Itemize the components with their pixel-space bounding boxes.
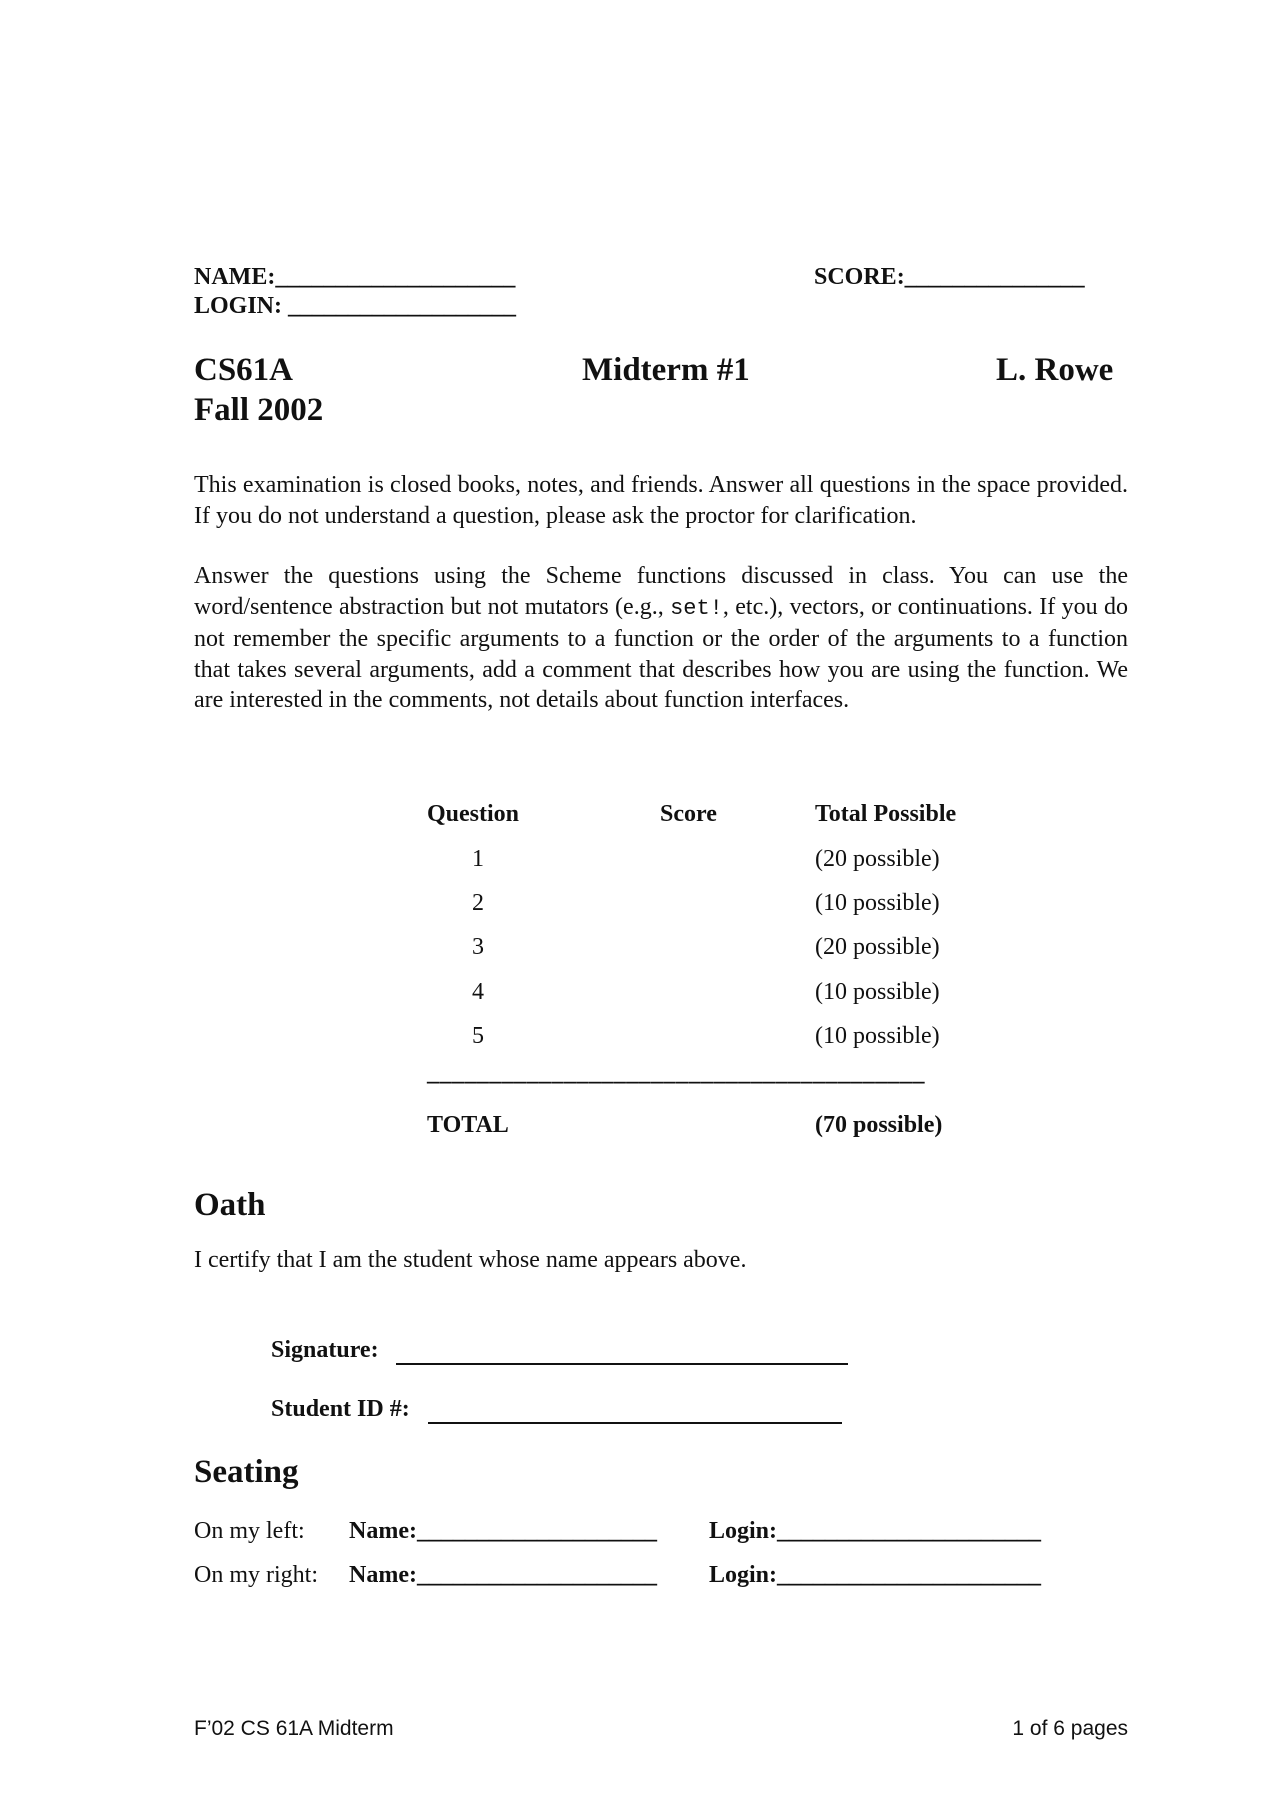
table-row-possible: (10 possible) — [815, 979, 940, 1005]
signature-line[interactable] — [396, 1363, 848, 1365]
instructions-paragraph-1: This examination is closed books, notes, and friends. Answer all questions in the space provided. If you do not understand a question, please ask the proctor for clarification. — [194, 472, 1128, 529]
table-header-question: Question — [427, 801, 520, 827]
table-header-total: Total Possible — [815, 801, 957, 827]
term-title: Fall 2002 — [194, 392, 324, 428]
student-id-label: Student ID #: — [271, 1396, 410, 1422]
login-field-label[interactable]: LOGIN: ___________________ — [194, 293, 517, 319]
total-label: TOTAL — [427, 1112, 509, 1138]
oath-heading: Oath — [194, 1187, 266, 1223]
table-divider: ________________________________________ — [427, 1060, 925, 1086]
footer-course-label: F’02 CS 61A Midterm — [194, 1717, 394, 1740]
table-row-question: 1 — [472, 846, 484, 872]
table-row-question: 4 — [472, 979, 484, 1005]
seating-left-name-field[interactable]: Name:____________________ — [349, 1518, 657, 1544]
signature-label: Signature: — [271, 1337, 379, 1363]
instructor-name: L. Rowe — [996, 352, 1114, 388]
seating-right-login-field[interactable]: Login:______________________ — [709, 1562, 1042, 1588]
exam-title: Midterm #1 — [582, 352, 750, 388]
total-possible: (70 possible) — [815, 1112, 943, 1138]
student-id-line[interactable] — [428, 1422, 842, 1424]
seating-right-name-field[interactable]: Name:____________________ — [349, 1562, 657, 1588]
instructions-paragraph-2 — [194, 561, 1128, 716]
oath-text: I certify that I am the student whose name appears above. — [194, 1247, 747, 1273]
score-field-label[interactable]: SCORE:_______________ — [814, 264, 1085, 290]
course-title: CS61A — [194, 352, 294, 388]
seating-left-label: On my left: — [194, 1518, 305, 1544]
seating-heading: Seating — [194, 1454, 299, 1490]
table-row-question: 5 — [472, 1023, 484, 1049]
mutator-code-example: set! — [670, 595, 723, 621]
seating-right-label: On my right: — [194, 1562, 318, 1588]
seating-left-login-field[interactable]: Login:______________________ — [709, 1518, 1042, 1544]
footer-page-number: 1 of 6 pages — [1012, 1717, 1128, 1740]
table-row-possible: (20 possible) — [815, 934, 940, 960]
table-row-possible: (20 possible) — [815, 846, 940, 872]
table-row-question: 3 — [472, 934, 484, 960]
instructions-paragraph-2-text-cont: , etc.), vectors, or continuations. If you do not remember the specific arguments to a function or the order of the arguments to a function that takes several arguments, add a comment that describes how you are using the function. We are interested in the comments, not details about function interfaces. — [194, 593, 1129, 713]
instructions-paragraph-2-text: Answer the questions using the Scheme functions discussed in class. You can use the word/sentence abstraction but not mutators (e.g., — [194, 563, 1128, 620]
table-row-question: 2 — [472, 890, 484, 916]
table-row-possible: (10 possible) — [815, 890, 940, 916]
table-header-score: Score — [660, 801, 717, 827]
name-field-label[interactable]: NAME:____________________ — [194, 264, 516, 290]
table-row-possible: (10 possible) — [815, 1023, 940, 1049]
